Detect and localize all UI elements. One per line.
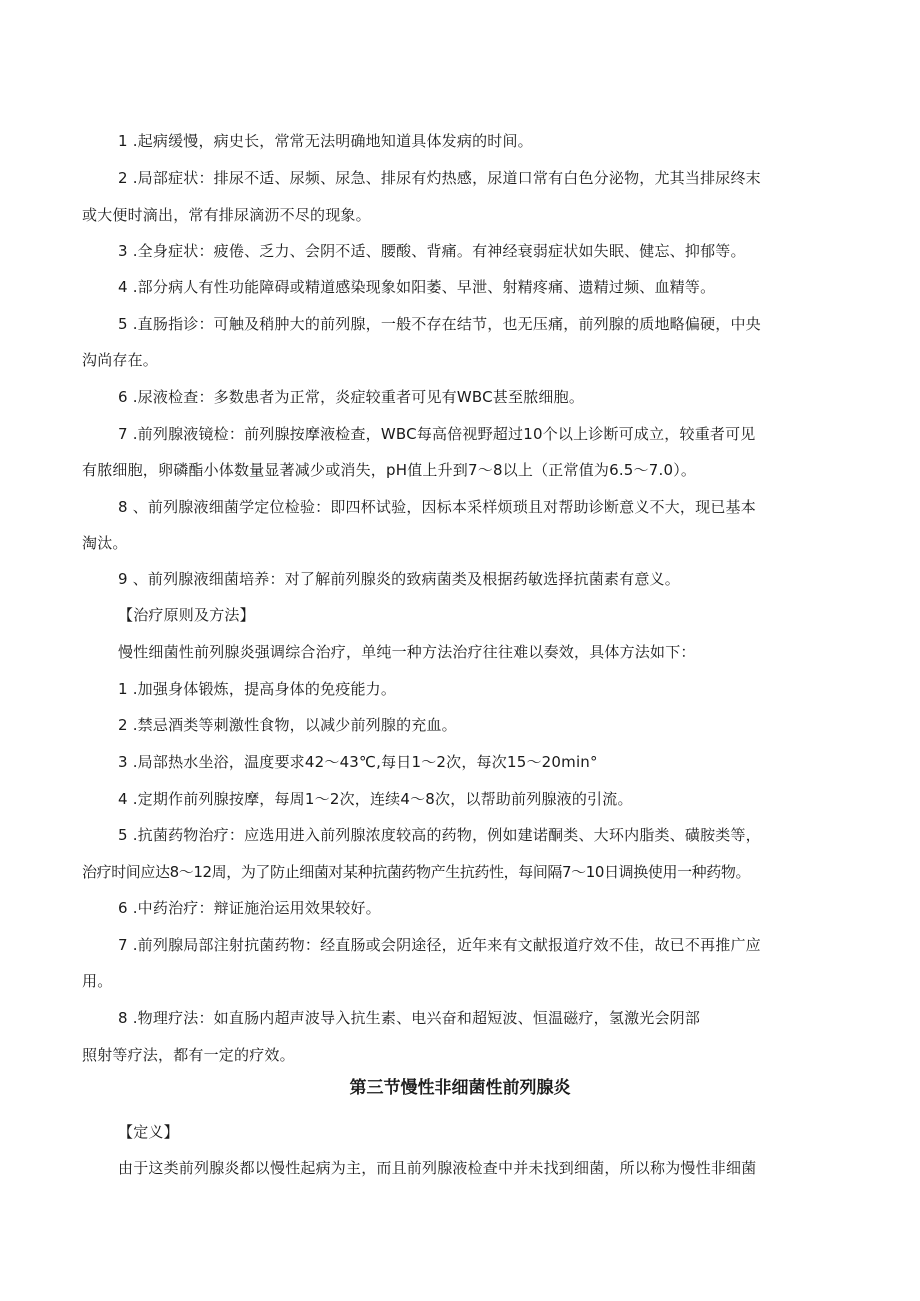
symptom-item-6: 6 .尿液检查：多数患者为正常，炎症较重者可见有WBC甚至脓细胞。 <box>118 388 585 406</box>
treatment-item-5-line-1: 5 .抗菌药物治疗：应选用进入前列腺浓度较高的药物，例如建诺酮类、大环内脂类、磺胺类等， <box>118 826 761 844</box>
symptom-item-7-line-1: 7 .前列腺液镜检：前列腺按摩液检查，WBC每高倍视野超过10个以上诊断可成立，较重者可见 <box>118 425 756 443</box>
symptom-item-1: 1 .起病缓慢，病史长，常常无法明确地知道具体发病的时间。 <box>118 132 533 150</box>
symptom-item-9: 9 、前列腺液细菌培养：对了解前列腺炎的致病菌类及根据药敏选择抗菌素有意义。 <box>118 570 680 588</box>
symptom-item-2-line-2: 或大便时滴出，常有排尿滴沥不尽的现象。 <box>82 206 371 224</box>
treatment-item-2: 2 .禁忌酒类等刺激性食物，以减少前列腺的充血。 <box>118 716 457 734</box>
treatment-item-7-line-2: 用。 <box>82 972 113 990</box>
treatment-item-8-line-1: 8 .物理疗法：如直肠内超声波导入抗生素、电兴奋和超短波、恒温磁疗，氢激光会阴部 <box>118 1009 701 1027</box>
definition-header: 【定义】 <box>118 1123 179 1141</box>
definition-text: 由于这类前列腺炎都以慢性起病为主，而且前列腺液检查中并未找到细菌，所以称为慢性非细菌 <box>118 1159 757 1177</box>
symptom-item-5-line-1: 5 .直肠指诊：可触及稍肿大的前列腺，一般不存在结节，也无压痛，前列腺的质地略偏硬，中央 <box>118 315 761 333</box>
section-3-title: 第三节慢性非细菌性前列腺炎 <box>349 1078 571 1098</box>
treatment-item-3: 3 .局部热水坐浴，温度要求42～43℃,每日1～2次，每次15～20min° <box>118 753 598 771</box>
symptom-item-4: 4 .部分病人有性功能障碍或精道感染现象如阳萎、早泄、射精疼痛、遗精过频、血精等。 <box>118 278 716 296</box>
treatment-item-4: 4 .定期作前列腺按摩，每周1～2次，连续4～8次，以帮助前列腺液的引流。 <box>118 790 633 808</box>
symptom-item-3: 3 .全身症状：疲倦、乏力、会阴不适、腰酸、背痛。有神经衰弱症状如失眠、健忘、抑郁等。 <box>118 242 746 260</box>
treatment-item-5-line-2: 治疗时间应达8～12周，为了防止细菌对某种抗菌药物产生抗药性，每间隔7～10日调换使用一种药物。 <box>82 863 751 881</box>
treatment-item-7-line-1: 7 .前列腺局部注射抗菌药物：经直肠或会阴途径，近年来有文献报道疗效不佳，故已不再推广应 <box>118 936 761 954</box>
symptom-item-5-line-2: 沟尚存在。 <box>82 351 159 369</box>
treatment-item-6: 6 .中药治疗：辩证施治运用效果较好。 <box>118 899 381 917</box>
treatment-item-8-line-2: 照射等疗法，都有一定的疗效。 <box>82 1046 295 1064</box>
symptom-item-8-line-1: 8 、前列腺液细菌学定位检验：即四杯试验，因标本采样烦琐且对帮助诊断意义不大，现已基本 <box>118 498 756 516</box>
treatment-intro: 慢性细菌性前列腺炎强调综合治疗，单纯一种方法治疗往往难以奏效，具体方法如下： <box>118 643 696 661</box>
treatment-item-1: 1 .加强身体锻炼，提高身体的免疫能力。 <box>118 680 397 698</box>
symptom-item-8-line-2: 淘汰。 <box>82 534 128 552</box>
treatment-header: 【治疗原则及方法】 <box>118 606 255 624</box>
symptom-item-2-line-1: 2 .局部症状：排尿不适、尿频、尿急、排尿有灼热感，尿道口常有白色分泌物，尤其当排尿终末 <box>118 169 761 187</box>
symptom-item-7-line-2: 有脓细胞，卵磷酯小体数量显著减少或消失，pH值上升到7～8以上（正常值为6.5～7.0）。 <box>82 461 697 479</box>
